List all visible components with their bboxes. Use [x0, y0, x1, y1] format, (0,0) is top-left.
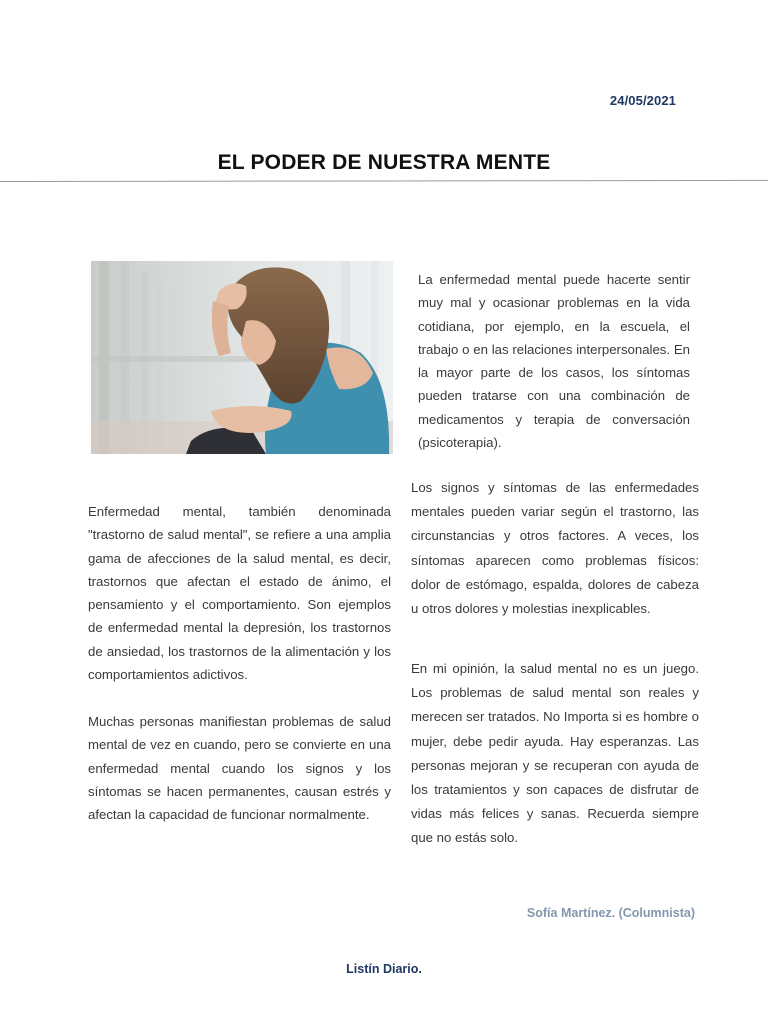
publication-source: Listín Diario.	[346, 962, 422, 976]
article-title: EL PODER DE NUESTRA MENTE	[217, 151, 551, 174]
title-divider	[0, 180, 768, 182]
paragraph-persistence: Muchas personas manifiestan problemas de salud mental de vez en cuando, pero se convierte en una enfermedad mental cuando los signos y los síntomas se hacen permanentes, causan estrés y afectan la capacidad de funcionar normalmente.	[88, 714, 391, 823]
paragraph-symptoms: Los signos y síntomas de las enfermedades mentales pueden variar según el trastorno, las circunstancias y otros factores. A veces, los síntomas aparecen como problemas físicos: dolor de estómago, espalda, dolores de cabeza u otros dolores y molestias inexplicables.	[411, 480, 699, 617]
article-photo	[91, 261, 393, 454]
paragraph-intro: La enfermedad mental puede hacerte sentir muy mal y ocasionar problemas en la vida cotidiana, por ejemplo, en la escuela, el trabajo o en las relaciones interpersonales. En la mayor parte de los casos, los síntomas pueden tratarse con una combinación de medicamentos y terapia de conversación (psicoterapia).	[418, 272, 690, 451]
article-date: 24/05/2021	[609, 93, 676, 108]
woman-sitting-head-in-hand-illustration	[91, 261, 393, 454]
paragraph-definition: Enfermedad mental, también denominada "trastorno de salud mental", se refiere a una amplia gama de afecciones de la salud mental, es decir, trastornos que afectan el estado de ánimo, el pensamiento y el comportamiento. Son ejemplos de enfermedad mental la depresión, los trastornos de ansiedad, los trastornos de la alimentación y los comportamientos adictivos.	[88, 504, 391, 683]
author-byline: Sofía Martínez. (Columnista)	[526, 906, 695, 920]
paragraph-opinion: En mi opinión, la salud mental no es un juego. Los problemas de salud mental son reales y merecen ser tratados. No Importa si es hombre o mujer, debe pedir ayuda. Hay esperanzas. Las personas mejoran y se recuperan con ayuda de los tratamientos y son capaces de disfrutar de vidas más felices y sanas. Recuerda siempre que no estás solo.	[411, 661, 699, 846]
